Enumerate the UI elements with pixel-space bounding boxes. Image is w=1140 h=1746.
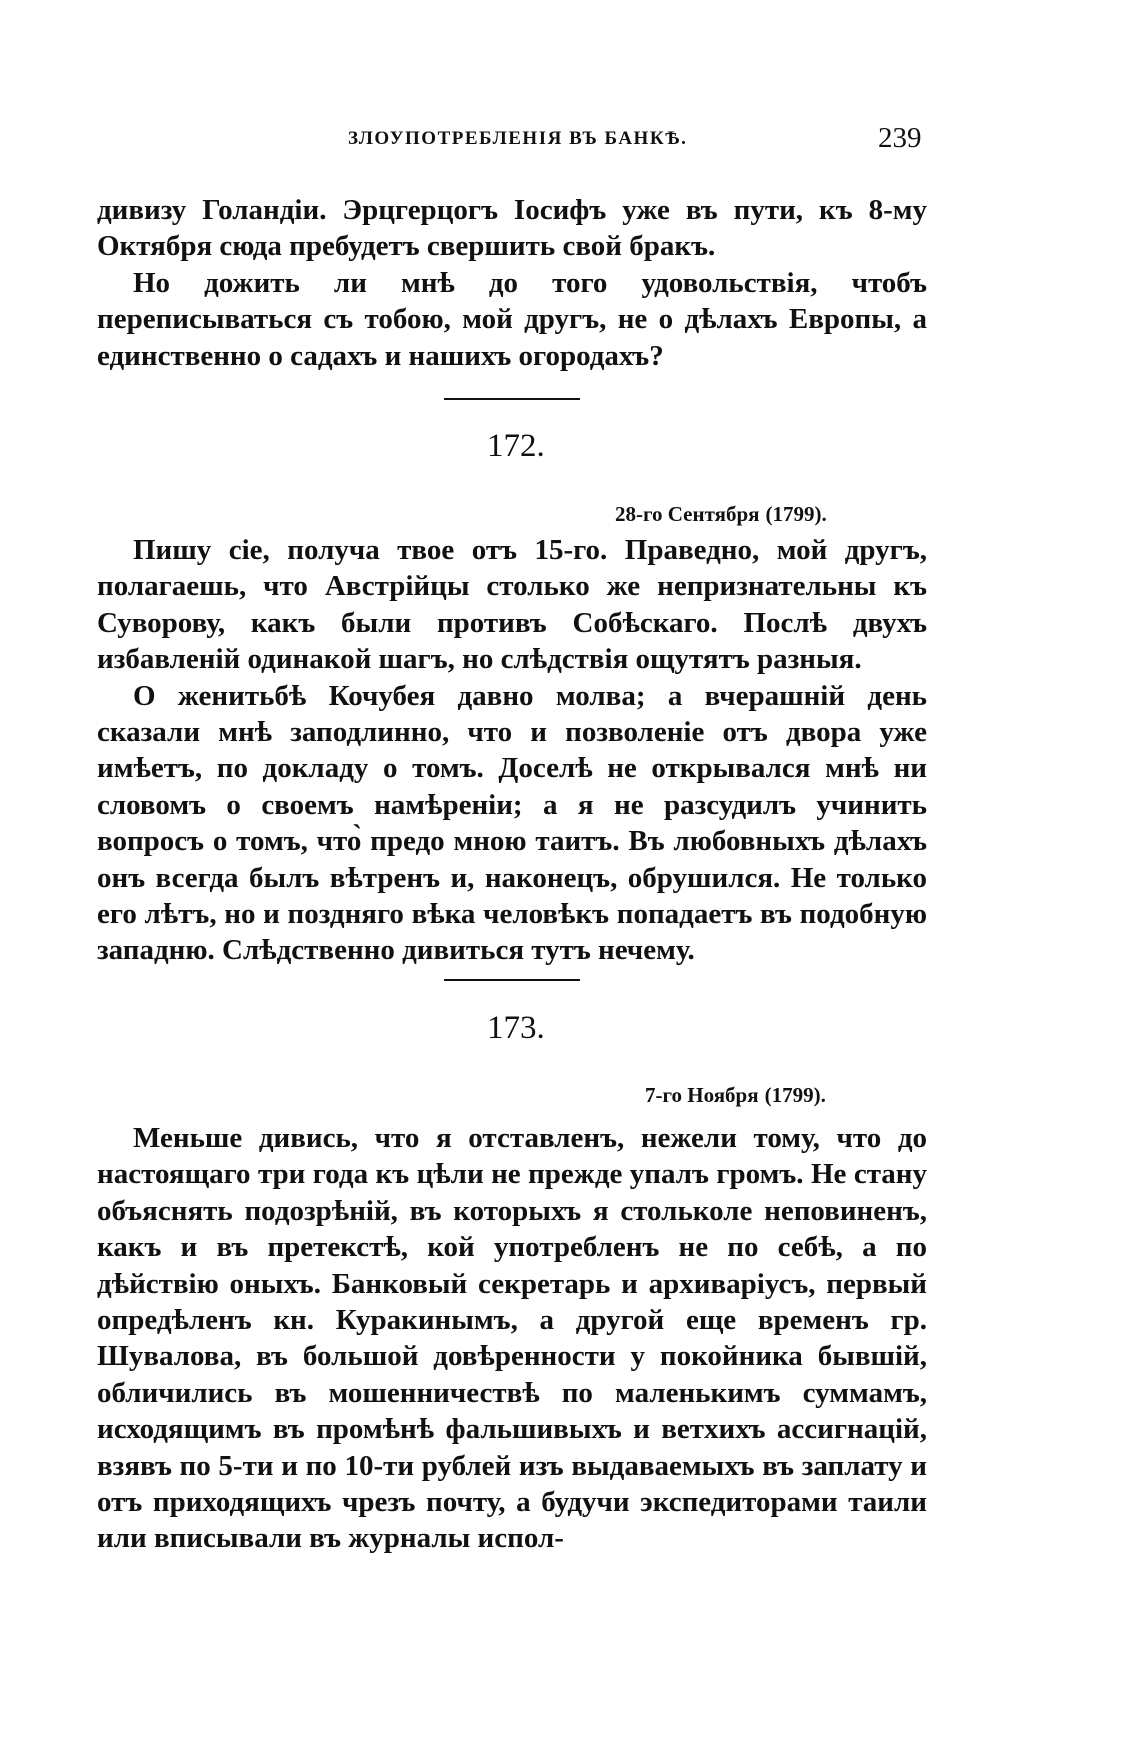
letter-dateline xyxy=(645,1083,826,1108)
paragraph: Пишу сіе, получа твое отъ 15-го. Праведно, мой другъ, полагаешь, что Австрійцы столько же непризнательны къ Суворову, какъ были противъ Собѣскаго. Послѣ двухъ избавленій одинакой шагъ, но слѣдствія ощутятъ разныя. xyxy=(97,534,927,676)
letter-date: 28-го Сентября xyxy=(615,502,760,526)
running-title: ЗЛОУПОТРЕБЛЕНІЯ ВЪ БАНКѢ. xyxy=(348,128,688,149)
letter-date: 7-го Ноября xyxy=(645,1083,759,1107)
letter-year: (1799). xyxy=(765,502,827,526)
letter-body xyxy=(97,1120,927,1557)
page-number: 239 xyxy=(878,122,922,154)
paragraph: дивизу Голандіи. Эрцгерцогъ Іосифъ уже въ пути, къ 8-му Октября сюда пребудетъ свершить свой бракъ. xyxy=(97,194,927,263)
paragraph: Но дожить ли мнѣ до того удовольствія, чтобъ переписываться съ тобою, мой другъ, не о дѣлахъ Европы, а единственно о садахъ и нашихъ огородахъ? xyxy=(97,266,927,372)
letter-number: 172. xyxy=(487,428,545,464)
section-divider xyxy=(444,398,580,400)
letter-dateline xyxy=(615,502,827,527)
paragraph: О женитьбѣ Кочубея давно молва; а вчерашній день сказали мнѣ заподлинно, что и позволеніе отъ двора уже имѣетъ, по докладу о томъ. Доселѣ не открывался мнѣ ни словомъ о своемъ намѣреніи; а я не разсудилъ учинить вопросъ о томъ, что̀ предо мною таитъ. Въ любовныхъ дѣлахъ онъ всегда былъ вѣтренъ и, наконецъ, обрушился. Не только его лѣтъ, но и поздняго вѣка человѣкъ попадаетъ въ подобную западню. Слѣдственно дивиться тутъ нечему. xyxy=(97,679,927,967)
letter-number: 173. xyxy=(487,1010,545,1046)
section-divider xyxy=(444,979,580,981)
letter-year: (1799). xyxy=(764,1083,826,1107)
letter-body xyxy=(97,532,927,969)
paragraph: Меньше дивись, что я отставленъ, нежели тому, что до настоящаго три года къ цѣли не прежде упалъ громъ. Не стану объяснять подозрѣній, въ которыхъ я стольколе неповиненъ, какъ и въ претекстѣ, кой употребленъ не по себѣ, а по дѣйствію оныхъ. Банковый секретарь и архиваріусъ, первый опредѣленъ кн. Куракинымъ, а другой еще временъ гр. Шувалова, въ большой довѣренности у покойника бывшій, обличились въ мошенничествѣ по маленькимъ суммамъ, исходящимъ въ промѣнѣ фальшивыхъ и ветхихъ ассигнацій, взявъ по 5-ти и по 10-ти рублей изъ выдаваемыхъ въ заплату и отъ приходящихъ чрезъ почту, а будучи экспедиторами таили или вписывали въ журналы испол- xyxy=(97,1122,927,1555)
continuation-text xyxy=(97,192,927,374)
